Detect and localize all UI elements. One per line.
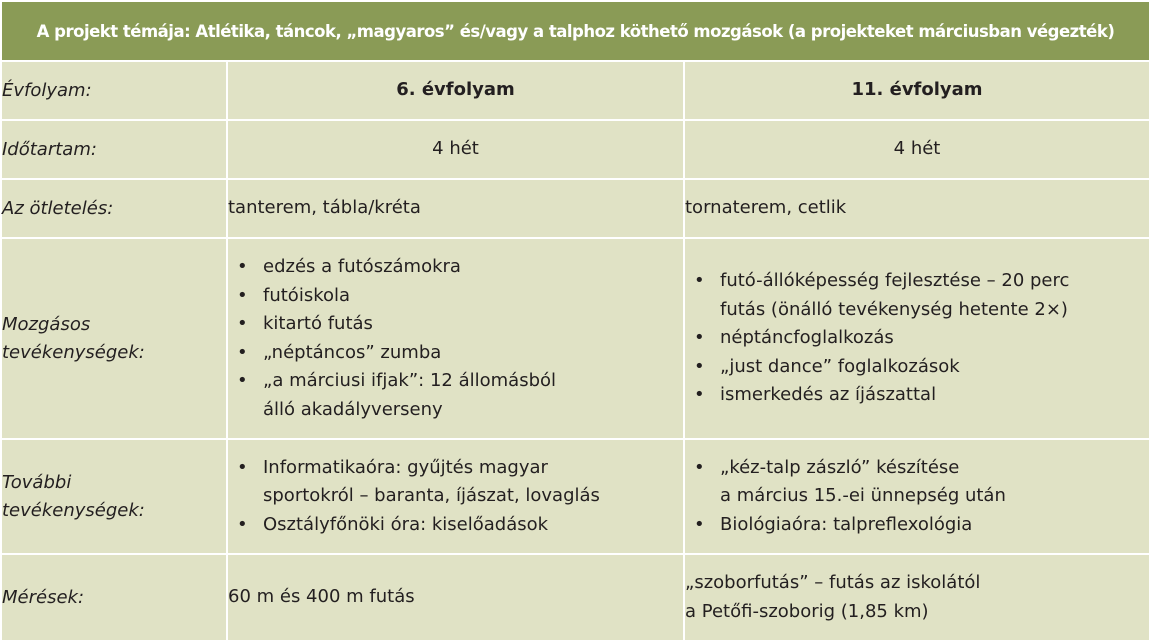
grade-11: 11. évfolyam (684, 61, 1149, 120)
list-item (228, 454, 683, 511)
label-movement (1, 238, 227, 439)
list-item-text: álló akadályverseny (263, 398, 443, 420)
list-item (228, 310, 683, 339)
ideation-6: tanterem, tábla/kréta (227, 179, 684, 238)
label-measurements: Mérések: (1, 554, 227, 641)
list-item-text: „néptáncos” zumba (263, 341, 442, 363)
list-item-text: sportokról – baranta, íjászat, lovaglás (263, 485, 600, 507)
label-line: Mozgásos (2, 313, 91, 335)
list-item-text: edzés a futószámokra (263, 256, 461, 277)
measurements-11 (684, 554, 1149, 641)
list-item (228, 511, 683, 540)
row-grade (1, 61, 1149, 120)
bullet-icon: • (237, 513, 248, 535)
list-item-text: futó-állóképesség fejlesztése – 20 perc (720, 270, 1070, 292)
label-grade: Évfolyam: (1, 61, 227, 120)
list-item (228, 339, 683, 368)
label-further (1, 439, 227, 554)
bullet-icon: • (237, 370, 248, 391)
bullet-icon: • (237, 341, 248, 363)
bullet-list (228, 253, 683, 424)
list-item-text: ismerkedés az íjászattal (720, 384, 937, 406)
bullet-list (685, 267, 1149, 410)
list-item (685, 454, 1149, 511)
list-item-text: futás (önálló tevékenység hetente 2×) (720, 298, 1068, 320)
list-item (685, 267, 1149, 324)
bullet-list (228, 454, 683, 540)
list-item (685, 353, 1149, 382)
list-item-text: „a márciusi ifjak”: 12 állomásból (263, 370, 557, 391)
bullet-icon: • (237, 284, 248, 306)
movement-11 (684, 238, 1149, 439)
measurement-line: „szoborfutás” – futás az iskolától (685, 572, 981, 593)
bullet-icon: • (694, 456, 705, 478)
list-item (685, 381, 1149, 410)
row-further (1, 439, 1149, 554)
list-item (228, 282, 683, 311)
duration-6: 4 hét (227, 120, 684, 179)
list-item-text: „kéz-talp zászló” készítése (720, 456, 960, 478)
bullet-icon: • (237, 456, 248, 478)
label-line: tevékenységek: (2, 341, 145, 363)
movement-6 (227, 238, 684, 439)
duration-11: 4 hét (684, 120, 1149, 179)
list-item-text: Osztályfőnöki óra: kiselőadások (263, 513, 549, 535)
row-ideation (1, 179, 1149, 238)
further-11 (684, 439, 1149, 554)
list-item-text: a március 15.-ei ünnepség után (720, 485, 1006, 507)
label-line: További (2, 471, 72, 493)
list-item-text: futóiskola (263, 284, 351, 306)
bullet-icon: • (694, 270, 705, 292)
label-line: tevékenységek: (2, 499, 145, 521)
list-item-text: Biológiaóra: talpreflexológia (720, 513, 973, 535)
bullet-icon: • (237, 313, 248, 334)
row-measurements (1, 554, 1149, 641)
list-item (228, 253, 683, 282)
bullet-icon: • (694, 327, 705, 349)
list-item (685, 324, 1149, 353)
list-item (685, 511, 1149, 540)
bullet-icon: • (694, 355, 705, 377)
row-movement (1, 238, 1149, 439)
ideation-11: tornaterem, cetlik (684, 179, 1149, 238)
measurement-line: a Petőfi-szoborig (1,85 km) (685, 600, 929, 622)
list-item (228, 367, 683, 424)
label-ideation: Az ötletelés: (1, 179, 227, 238)
bullet-icon: • (694, 513, 705, 535)
further-6 (227, 439, 684, 554)
bullet-icon: • (237, 256, 248, 277)
list-item-text: néptáncfoglalkozás (720, 327, 894, 349)
row-duration (1, 120, 1149, 179)
bullet-list (685, 454, 1149, 540)
list-item-text: Informatikaóra: gyűjtés magyar (263, 456, 548, 478)
list-item-text: kitartó futás (263, 313, 373, 334)
grade-6: 6. évfolyam (227, 61, 684, 120)
measurements-6: 60 m és 400 m futás (227, 554, 684, 641)
bullet-icon: • (694, 384, 705, 406)
label-duration: Időtartam: (1, 120, 227, 179)
table-title: A projekt témája: Atlétika, táncok, „magyaros” és/vagy a talphoz köthető mozgások (a projekteket márciusban végezték) (1, 1, 1149, 61)
list-item-text: „just dance” foglalkozások (720, 355, 960, 377)
